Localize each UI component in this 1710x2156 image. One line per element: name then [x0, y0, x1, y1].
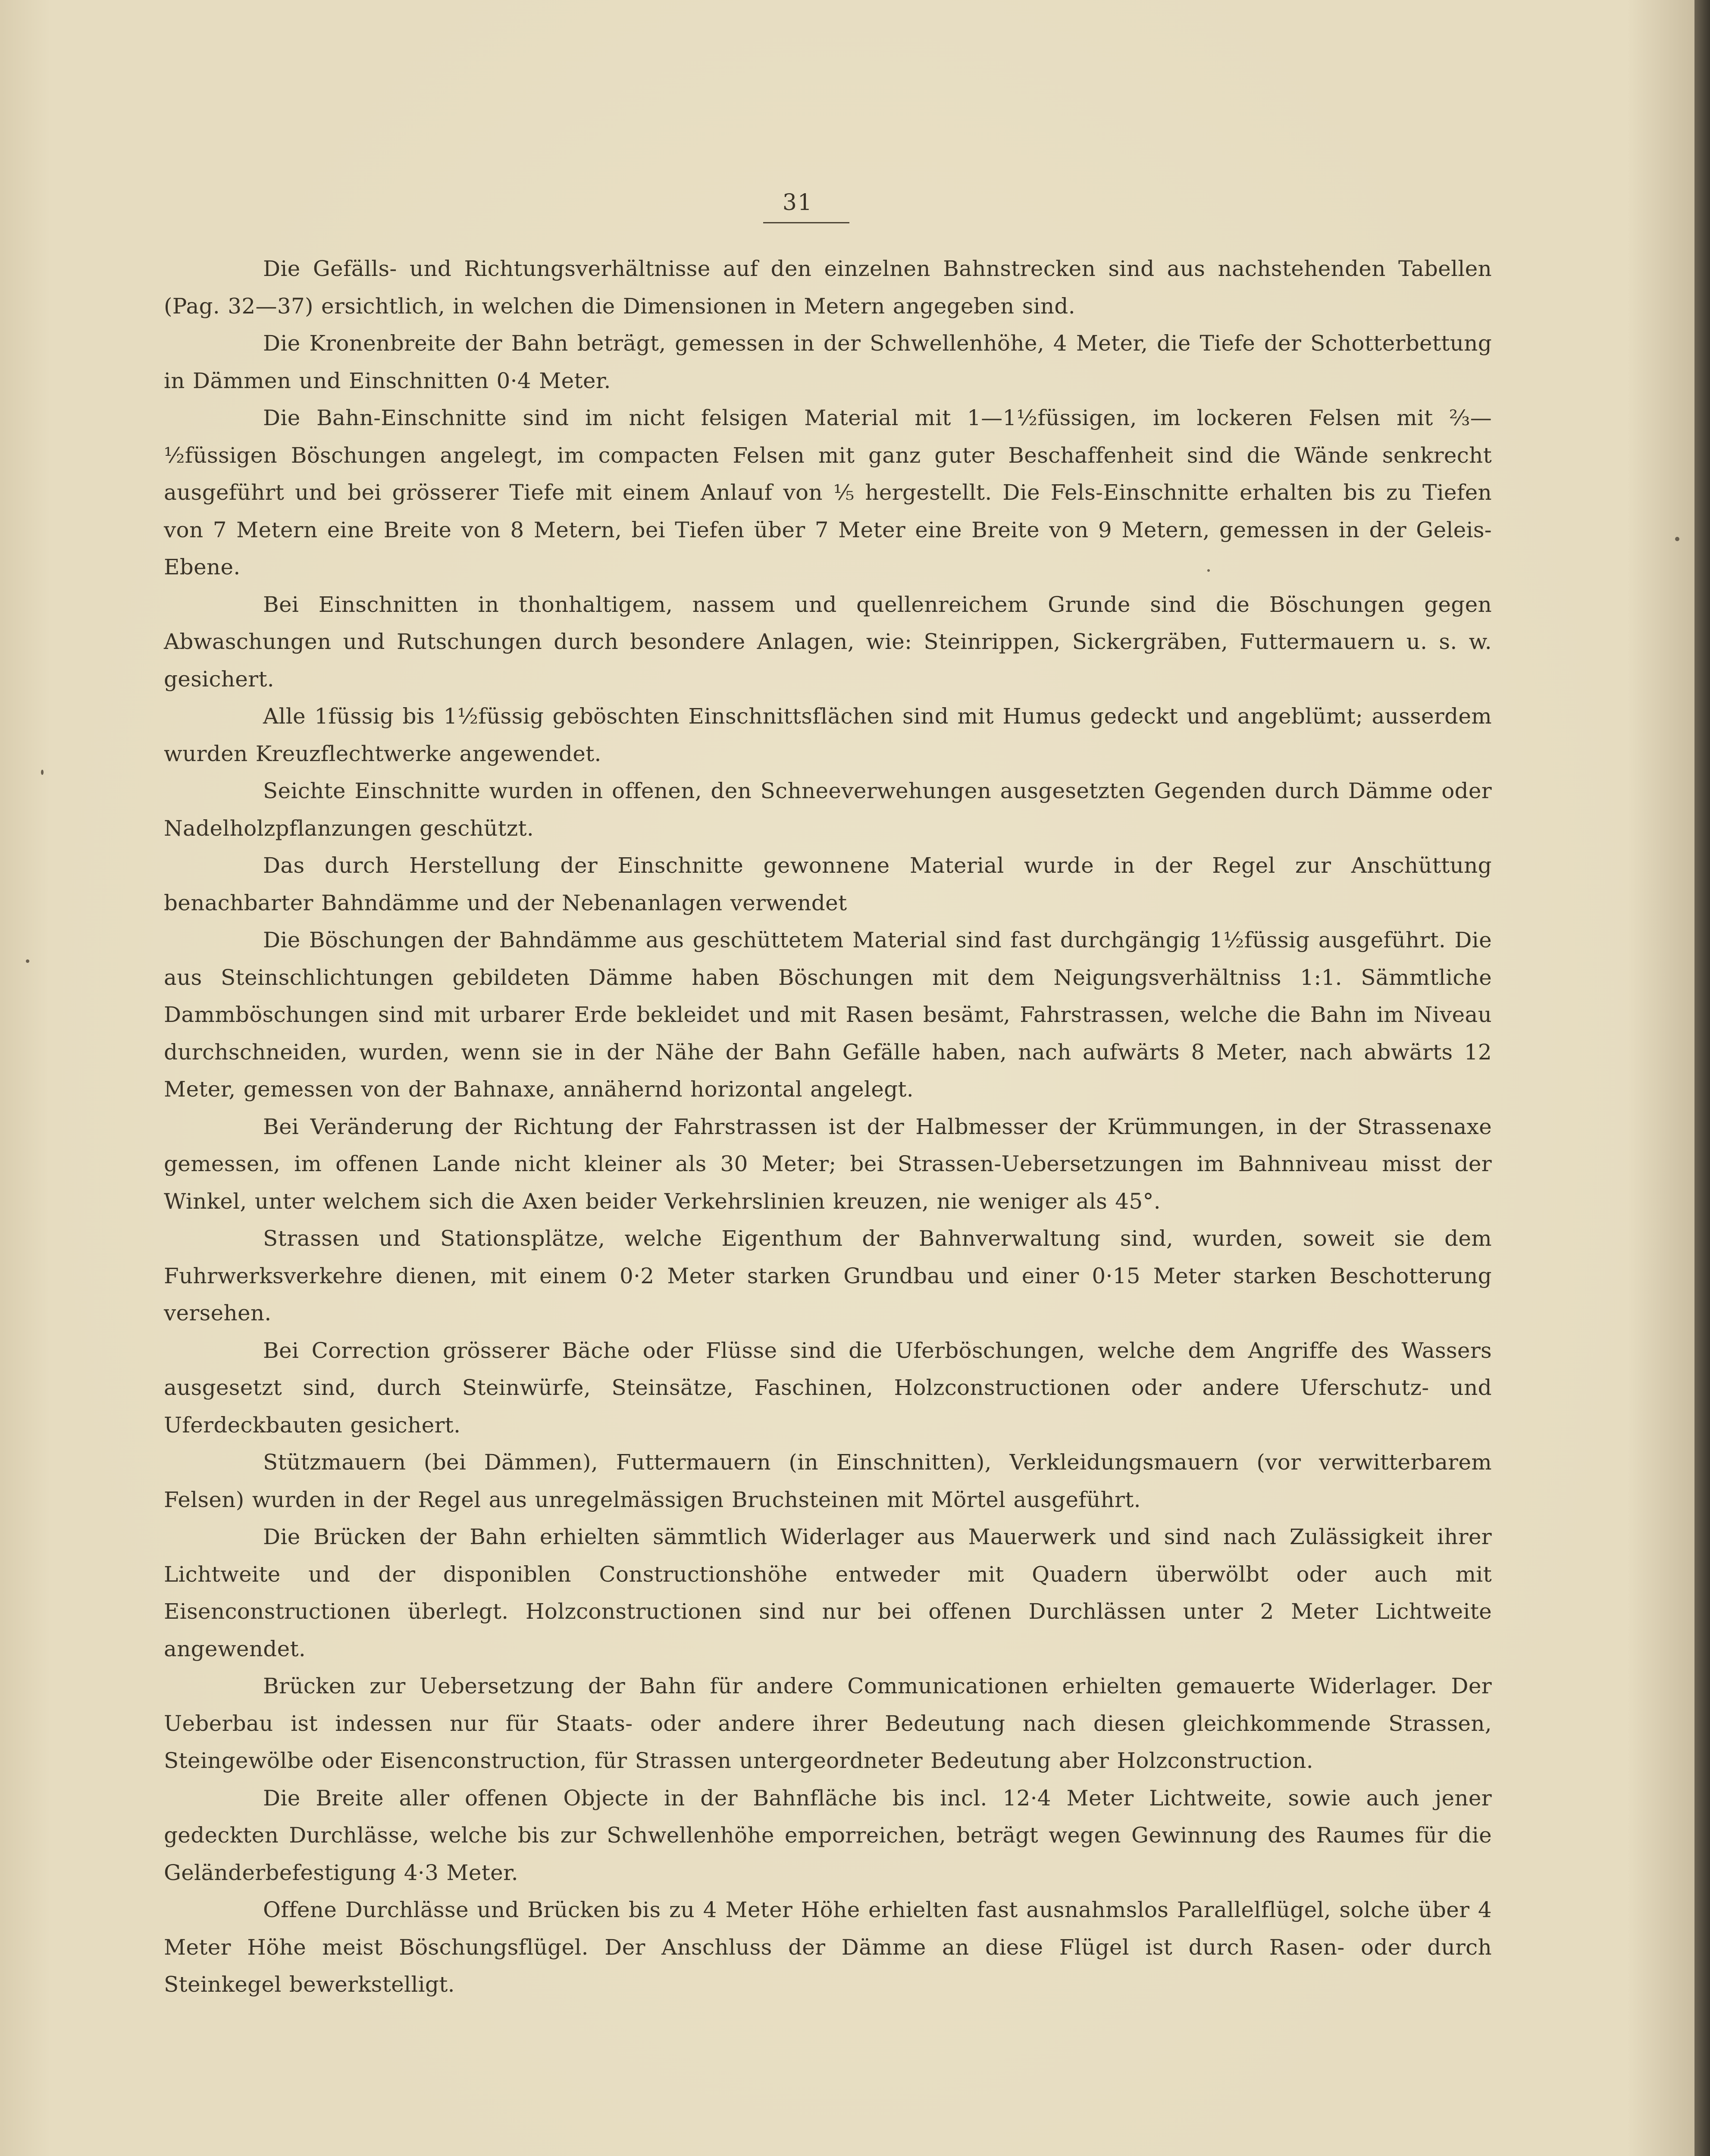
paper-speck — [1675, 537, 1679, 541]
paragraph: Die Kronenbreite der Bahn beträgt, gemessen in der Schwellenhöhe, 4 Meter, die Tiefe der Schotterbettung in Dämmen und Einschnitten 0·4 Meter. — [164, 331, 1492, 393]
paragraph: Die Böschungen der Bahndämme aus geschüttetem Material sind fast durchgängig 1½füssig ausgeführt. Die aus Steinschlichtungen gebildeten Dämme haben Böschungen mit dem Neigungsverhältniss 1:1. Sämmtliche Dammböschungen sind mit urbarer Erde bekleidet und mit Rasen besämt, Fahrstrassen, welche die Bahn im Niveau durchschneiden, wurden, wenn sie in der Nähe der Bahn Gefälle haben, nach aufwärts 8 Meter, nach abwärts 12 Meter, gemessen von der Bahnaxe, annähernd horizontal angelegt. — [164, 928, 1492, 1102]
paper-speck — [1207, 569, 1210, 572]
paragraph: Die Breite aller offenen Objecte in der Bahnfläche bis incl. 12·4 Meter Lichtweite, sowie auch jener gedeckten Durchlässe, welche bis zur Schwellenhöhe emporreichen, beträgt wegen Gewinnung des Raumes für die Geländerbefestigung 4·3 Meter. — [164, 1785, 1492, 1885]
paragraph: Seichte Einschnitte wurden in offenen, den Schneeverwehungen ausgesetzten Gegenden durch Dämme oder Nadelholzpflanzungen geschützt. — [164, 778, 1492, 841]
paragraph: Bei Einschnitten in thonhaltigem, nassem und quellenreichem Grunde sind die Böschungen gegen Abwaschungen und Rutschungen durch besondere Anlagen, wie: Steinrippen, Sickergräben, Futtermauern u. s. w. gesichert. — [164, 592, 1492, 692]
paragraph: Das durch Herstellung der Einschnitte gewonnene Material wurde in der Regel zur Anschüttung benachbarter Bahndämme und der Nebenanlagen verwendet — [164, 853, 1492, 915]
page-number: 31 — [782, 190, 813, 216]
paragraph: Offene Durchlässe und Brücken bis zu 4 Meter Höhe erhielten fast ausnahmslos Parallelflügel, solche über 4 Meter Höhe meist Böschungsflügel. Der Anschluss der Dämme an diese Flügel ist durch Rasen- oder durch Steinkegel bewerkstelligt. — [164, 1897, 1492, 1997]
paragraph: Die Bahn-Einschnitte sind im nicht felsigen Material mit 1—1½füssigen, im lockeren Felsen mit ⅔—½füssigen Böschungen angelegt, im compacten Felsen mit ganz guter Beschaffenheit sind die Wände senkrecht ausgeführt und bei grösserer Tiefe mit einem Anlauf von ⅕ hergestellt. Die Fels-Einschnitte erhalten bis zu Tiefen von 7 Metern eine Breite von 8 Metern, bei Tiefen über 7 Meter eine Breite von 9 Metern, gemessen in der Geleis-Ebene. — [164, 405, 1492, 580]
paragraph: Brücken zur Uebersetzung der Bahn für andere Communicationen erhielten gemauerte Widerlager. Der Ueberbau ist indessen nur für Staats- oder andere ihrer Bedeutung nach diesen gleichkommende Strassen, Steingewölbe oder Eisenconstruction, für Strassen untergeordneter Bedeutung aber Holzconstruction. — [164, 1673, 1492, 1773]
paper-speck — [26, 959, 29, 963]
paragraph: Die Brücken der Bahn erhielten sämmtlich Widerlager aus Mauerwerk und sind nach Zulässigkeit ihrer Lichtweite und der disponiblen Constructionshöhe entweder mit Quadern überwölbt oder auch mit Eisenconstructionen überlegt. Holzconstructionen sind nur bei offenen Durchlässen unter 2 Meter Lichtweite angewendet. — [164, 1524, 1492, 1661]
page-number-rule — [763, 222, 849, 223]
paper-speck — [41, 770, 44, 775]
paragraph: Alle 1füssig bis 1½füssig geböschten Einschnittsflächen sind mit Humus gedeckt und angeblümt; ausserdem wurden Kreuzflechtwerke angewendet. — [164, 704, 1492, 766]
paragraph: Bei Correction grösserer Bäche oder Flüsse sind die Uferböschungen, welche dem Angriffe des Wassers ausgesetzt sind, durch Steinwürfe, Steinsätze, Faschinen, Holzconstructionen oder andere Uferschutz- und Uferdeckbauten gesichert. — [164, 1338, 1492, 1438]
paragraph: Bei Veränderung der Richtung der Fahrstrassen ist der Halbmesser der Krümmungen, in der Strassenaxe gemessen, im offenen Lande nicht kleiner als 30 Meter; bei Strassen-Uebersetzungen im Bahnniveau misst der Winkel, unter welchem sich die Axen beider Verkehrslinien kreuzen, nie weniger als 45°. — [164, 1114, 1492, 1214]
body-text — [164, 250, 1492, 2003]
paragraph: Die Gefälls- und Richtungsverhältnisse auf den einzelnen Bahnstrecken sind aus nachstehenden Tabellen (Pag. 32—37) ersichtlich, in welchen die Dimensionen in Metern angegeben sind. — [164, 256, 1492, 319]
paragraph: Strassen und Stationsplätze, welche Eigenthum der Bahnverwaltung sind, wurden, soweit sie dem Fuhrwerksverkehre dienen, mit einem 0·2 Meter starken Grundbau und einer 0·15 Meter starken Beschotterung versehen. — [164, 1226, 1492, 1326]
paragraph: Stützmauern (bei Dämmen), Futtermauern (in Einschnitten), Verkleidungsmauern (vor verwitterbarem Felsen) wurden in der Regel aus unregelmässigen Bruchsteinen mit Mörtel ausgeführt. — [164, 1450, 1492, 1512]
binding-edge — [1694, 0, 1710, 2156]
